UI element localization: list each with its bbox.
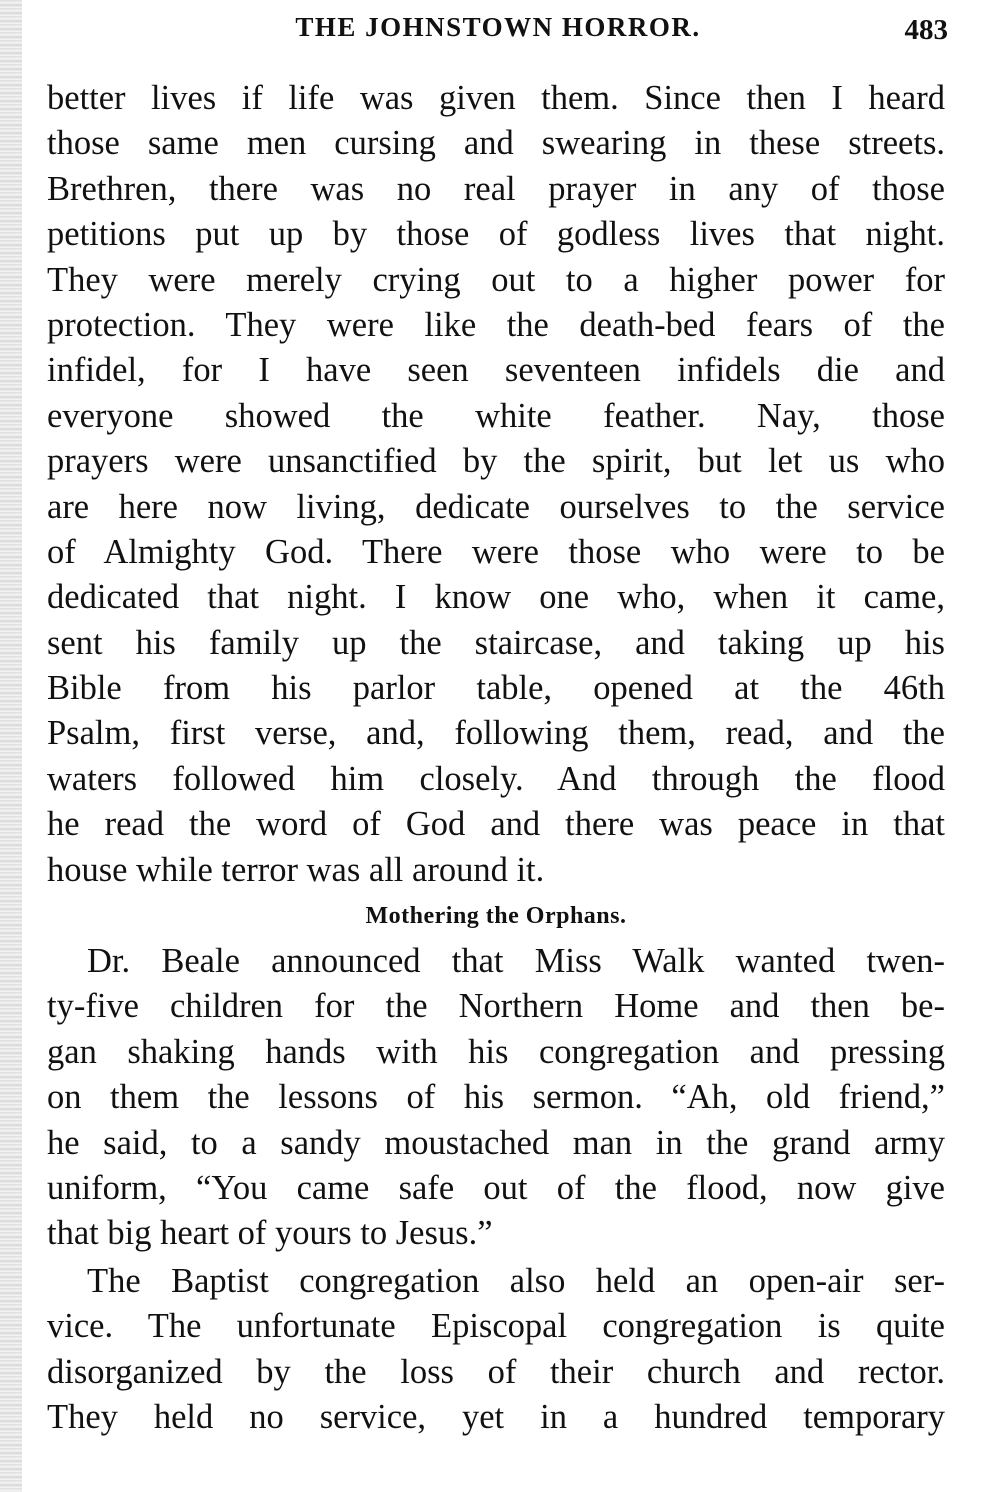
- text-line: dedicated that night. I know one who, when it came,: [47, 578, 945, 617]
- text-line: They held no service, yet in a hundred temporary: [47, 1397, 945, 1436]
- paragraph-1: [47, 76, 945, 893]
- section-subheading: Mothering the Orphans.: [365, 903, 627, 930]
- text-line: gan shaking hands with his congregation and pressing: [47, 1032, 945, 1071]
- page-binding-edge: [0, 0, 22, 1492]
- text-line: that big heart of yours to Jesus.”: [47, 1214, 493, 1253]
- text-line: of Almighty God. There were those who were to be: [47, 532, 945, 571]
- text-line: Dr. Beale announced that Miss Walk wanted twen-: [87, 942, 945, 981]
- running-title: THE JOHNSTOWN HORROR.: [295, 12, 701, 42]
- text-line: Psalm, first verse, and, following them, read, and the: [47, 714, 945, 753]
- text-line: on them the lessons of his sermon. “Ah, old friend,”: [47, 1078, 945, 1117]
- paragraph-2: [47, 939, 945, 1257]
- text-column: [47, 76, 945, 1440]
- text-line: protection. They were like the death-bed fears of the: [47, 305, 945, 344]
- text-line: They were merely crying out to a higher power for: [47, 260, 945, 299]
- text-line: everyone showed the white feather. Nay, those: [47, 396, 945, 435]
- text-line: petitions put up by those of godless lives that night.: [47, 215, 945, 254]
- text-line: disorganized by the loss of their church and rector.: [47, 1352, 945, 1391]
- text-line: uniform, “You came safe out of the flood, now give: [47, 1168, 945, 1207]
- text-line: are here now living, dedicate ourselves to the service: [47, 487, 945, 526]
- text-line: Brethren, there was no real prayer in any of those: [47, 169, 945, 208]
- text-line: he read the word of God and there was peace in that: [47, 805, 945, 844]
- text-line: ty-five children for the Northern Home and then be-: [47, 987, 945, 1026]
- page-number: 483: [904, 14, 948, 46]
- text-line: waters followed him closely. And through the flood: [47, 759, 945, 798]
- text-line: sent his family up the staircase, and taking up his: [47, 623, 945, 662]
- text-line: house while terror was all around it.: [47, 850, 545, 889]
- text-line: infidel, for I have seen seventeen infidels die and: [47, 351, 945, 390]
- text-line: The Baptist congregation also held an open-air ser-: [87, 1261, 945, 1300]
- text-line: Bible from his parlor table, opened at the 46th: [47, 669, 945, 708]
- text-line: vice. The unfortunate Episcopal congregation is quite: [47, 1307, 945, 1346]
- text-line: prayers were unsanctified by the spirit, but let us who: [47, 442, 945, 481]
- text-line: better lives if life was given them. Since then I heard: [47, 79, 945, 117]
- text-line: he said, to a sandy moustached man in the grand army: [47, 1123, 945, 1162]
- text-line: those same men cursing and swearing in these streets.: [47, 124, 945, 163]
- running-header: [48, 8, 948, 48]
- paragraph-3: [47, 1259, 945, 1441]
